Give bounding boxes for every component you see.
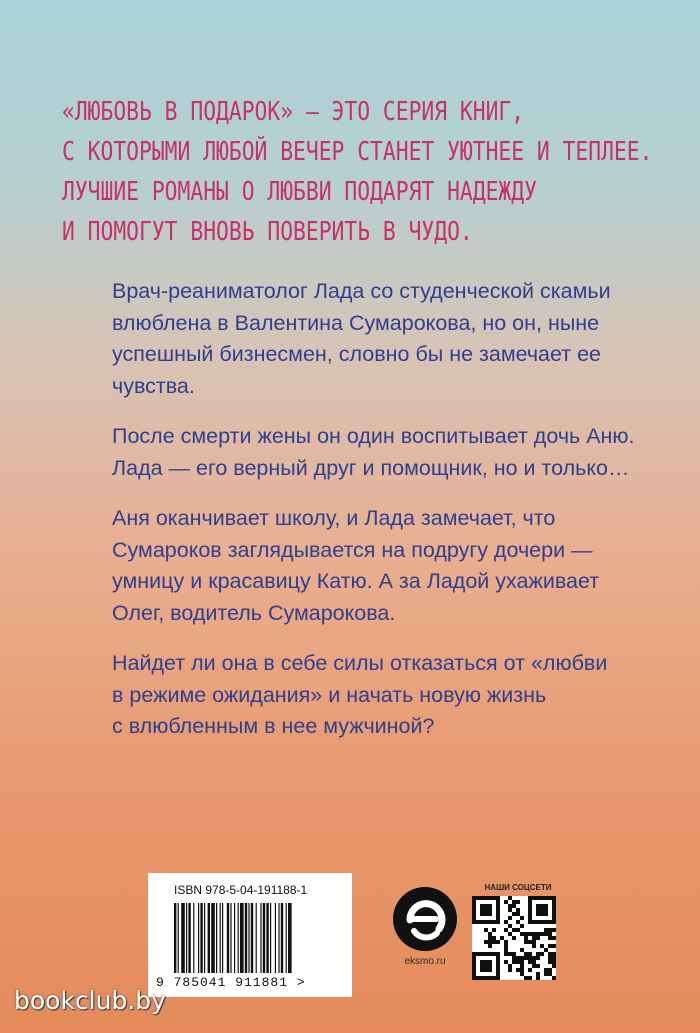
blurb-line: Олег, водитель Сумарокова. xyxy=(112,600,396,625)
blurb-line: Аня оканчивает школу, и Лада замечает, что xyxy=(112,506,556,530)
blurb-line: в режиме ожидания» и начать новую жизнь xyxy=(112,682,547,707)
blurb-line: После смерти жены он один воспитывает дочь Аню. xyxy=(112,424,635,448)
blurb-paragraph xyxy=(112,648,672,743)
blurb-line: чувства. xyxy=(112,373,195,398)
book-blurb xyxy=(112,276,672,762)
watermark: bookclub.by xyxy=(14,986,166,1015)
blurb-line: успешный бизнесмен, словно бы не замечает ее xyxy=(112,342,601,366)
barcode-panel xyxy=(148,873,352,997)
blurb-line: Врач-реаниматолог Лада со студенческой скамьи xyxy=(112,279,611,303)
series-tagline xyxy=(62,92,653,252)
tagline-line: И ПОМОГУТ ВНОВЬ ПОВЕРИТЬ В ЧУДО. xyxy=(62,217,473,247)
tagline-line: ЛУЧШИЕ РОМАНЫ О ЛЮБВИ ПОДАРЯТ НАДЕЖДУ xyxy=(62,177,537,207)
blurb-paragraph xyxy=(112,421,672,484)
blurb-line: Найдет ли она в себе силы отказаться от «любви xyxy=(112,651,608,675)
qr-label: НАШИ СОЦСЕТИ xyxy=(484,883,552,892)
eksmo-logo-icon xyxy=(392,886,458,952)
blurb-line: Сумароков заглядывается на подругу дочери — xyxy=(112,537,593,562)
blurb-line: Лада — его верный друг и помощник, но и только… xyxy=(112,455,630,480)
blurb-line: с влюбленным в нее мужчиной? xyxy=(112,714,435,738)
blurb-paragraph xyxy=(112,276,672,402)
isbn-number: ISBN 978-5-04-191188-1 xyxy=(174,883,308,897)
blurb-paragraph xyxy=(112,503,672,629)
barcode-bars xyxy=(174,903,334,973)
blurb-line: влюблена в Валентина Сумарокова, но он, ныне xyxy=(112,310,600,335)
tagline-line: «ЛЮБОВЬ В ПОДАРОК» – ЭТО СЕРИЯ КНИГ, xyxy=(62,97,525,127)
ean-digits: 9 785041 911881 > xyxy=(156,975,306,990)
tagline-line: С КОТОРЫМИ ЛЮБОЙ ВЕЧЕР СТАНЕТ УЮТНЕЕ И ТЕПЛЕЕ. xyxy=(62,137,653,167)
qr-code-icon[interactable] xyxy=(472,896,556,980)
blurb-line: умницу и красавицу Катю. А за Ладой ухаживает xyxy=(112,569,600,593)
publisher-site: eksmo.ru xyxy=(404,956,446,967)
